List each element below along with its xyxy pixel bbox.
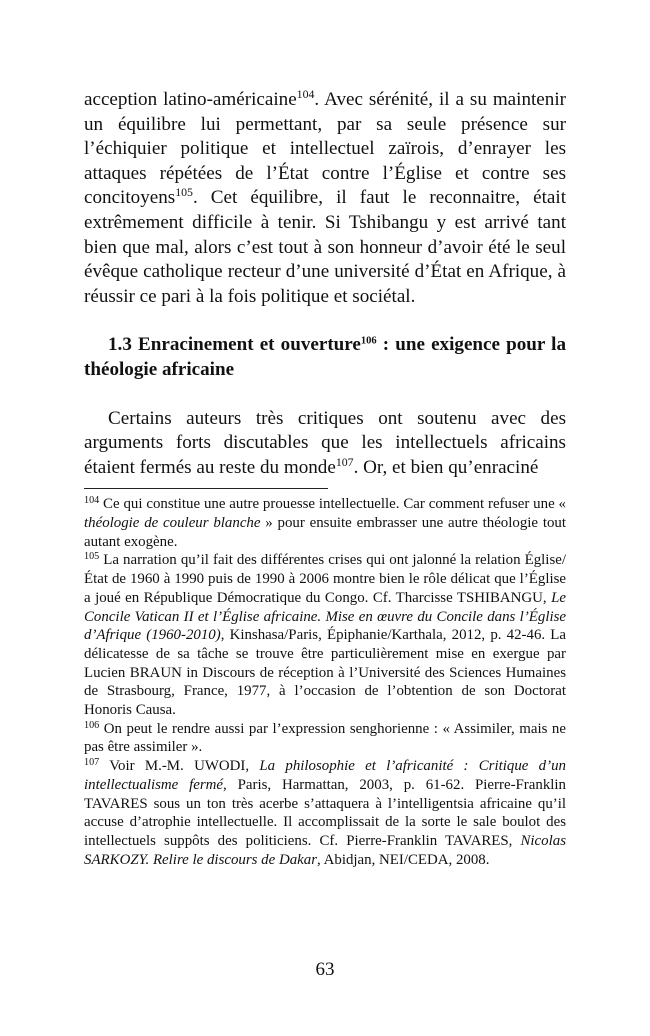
footnote-text: , Abidjan, NEI/CEDA, 2008. bbox=[317, 851, 490, 868]
paragraph-text: . Cet équilibre, il faut le reconnaitre, était extrêmement difficile à tenir. Si Tshibangu y est arrivé tant bien que mal, alors c’est tout à son honneur d’avoir été le seul évêque catholique recteur d’une université d’État en Afrique, à réussir ce pari à la fois politique et sociétal. bbox=[84, 187, 566, 307]
paragraph-text: . Or, et bien qu’enraciné bbox=[353, 456, 539, 478]
footnotes bbox=[84, 495, 566, 869]
body-paragraph-1 bbox=[84, 88, 566, 309]
section-heading bbox=[84, 333, 566, 382]
footnote-104 bbox=[84, 495, 566, 551]
footnote-ref-106[interactable]: 106 bbox=[360, 336, 377, 348]
footnote-text: Ce qui constitue une autre prouesse intellectuelle. Car comment refuser une « bbox=[99, 496, 566, 513]
footnote-text: On peut le rendre aussi par l’expression senghorienne : « Assimiler, mais ne pas être assimiler ». bbox=[84, 720, 566, 756]
footnote-number: 107 bbox=[84, 757, 100, 769]
footnote-separator bbox=[84, 488, 328, 489]
footnote-text: La narration qu’il fait des différentes crises qui ont jalonné la relation Église/État de 1960 à 1990 puis de 1990 à 2006 montre bien le rôle délicat que l’Église a joué en République Démocratique du Congo. Cf. Tharcisse TSHIBANGU, bbox=[84, 552, 566, 606]
footnote-text: , Kinshasa/Paris, Épiphanie/Karthala, 2012, p. 42-46. La délicatesse de sa tâche se trouve être particulièrement mise en exergue par Lucien BRAUN in Discours de réception à l’Université des Sciences Humaines de Strasbourg, France, 1977, à l’occasion de l’obtention de son Doctorat Honoris Causa. bbox=[84, 627, 566, 719]
footnote-107 bbox=[84, 757, 566, 869]
footnote-italic-text: Le Concile Vatican II et l’Église africaine. Mise en œuvre du Concile dans l’Église d’Afrique (1960-2010) bbox=[84, 589, 566, 644]
footnote-ref-104[interactable]: 104 bbox=[296, 86, 315, 101]
paragraph-text: . Avec sérénité, il a su maintenir un équilibre lui permettant, par sa seule présence sur l’échiquier politique et intellectuel zaïrois, d’enrayer les attaques répétées de l’État contre l’Église et contre ses concitoyens bbox=[84, 89, 566, 209]
footnote-ref-105[interactable]: 105 bbox=[175, 185, 193, 200]
footnote-italic-text: La philosophie et l’africanité : Critique d’un intellectualisme fermé bbox=[84, 758, 566, 793]
heading-text: : une exigence pour la théologie africaine bbox=[84, 334, 566, 380]
heading-text: 1.3 Enracinement et ouverture bbox=[108, 334, 361, 356]
footnote-italic-text: Nicolas SARKOZY. Relire le discours de Dakar bbox=[84, 832, 566, 868]
page-content bbox=[84, 88, 566, 869]
footnote-text: » pour ensuite embrasser une autre théologie tout autant exogène. bbox=[84, 515, 566, 550]
footnote-number: 104 bbox=[84, 495, 100, 507]
body-paragraph-2 bbox=[84, 407, 566, 481]
page-number: 63 bbox=[315, 959, 335, 980]
footnote-106 bbox=[84, 720, 566, 757]
paragraph-text: Certains auteurs très critiques ont soutenu avec des arguments forts discutables que les intellectuels africains étaient fermés au reste du monde bbox=[84, 407, 566, 478]
footnote-italic-text: théologie de couleur blanche bbox=[84, 515, 261, 532]
footnote-number: 106 bbox=[84, 719, 100, 731]
footnote-ref-107[interactable]: 107 bbox=[335, 454, 354, 469]
footnote-text: , Paris, Harmattan, 2003, p. 61-62. Pierre-Franklin TAVARES sous un ton très acerbe s’attaquera à l’intelligentsia africaine qu’il accuse d’atrophie intellectuelle. Il accomplissait de la sorte le sale boulot des intellectuels suppôts des politiciens. Cf. Pierre-Franklin TAVARES, bbox=[84, 776, 566, 849]
paragraph-text: acception latino-américaine bbox=[84, 89, 297, 110]
footnote-105 bbox=[84, 551, 566, 719]
footnote-text: Voir M.-M. UWODI, bbox=[99, 758, 260, 775]
footnote-number: 105 bbox=[84, 551, 100, 563]
